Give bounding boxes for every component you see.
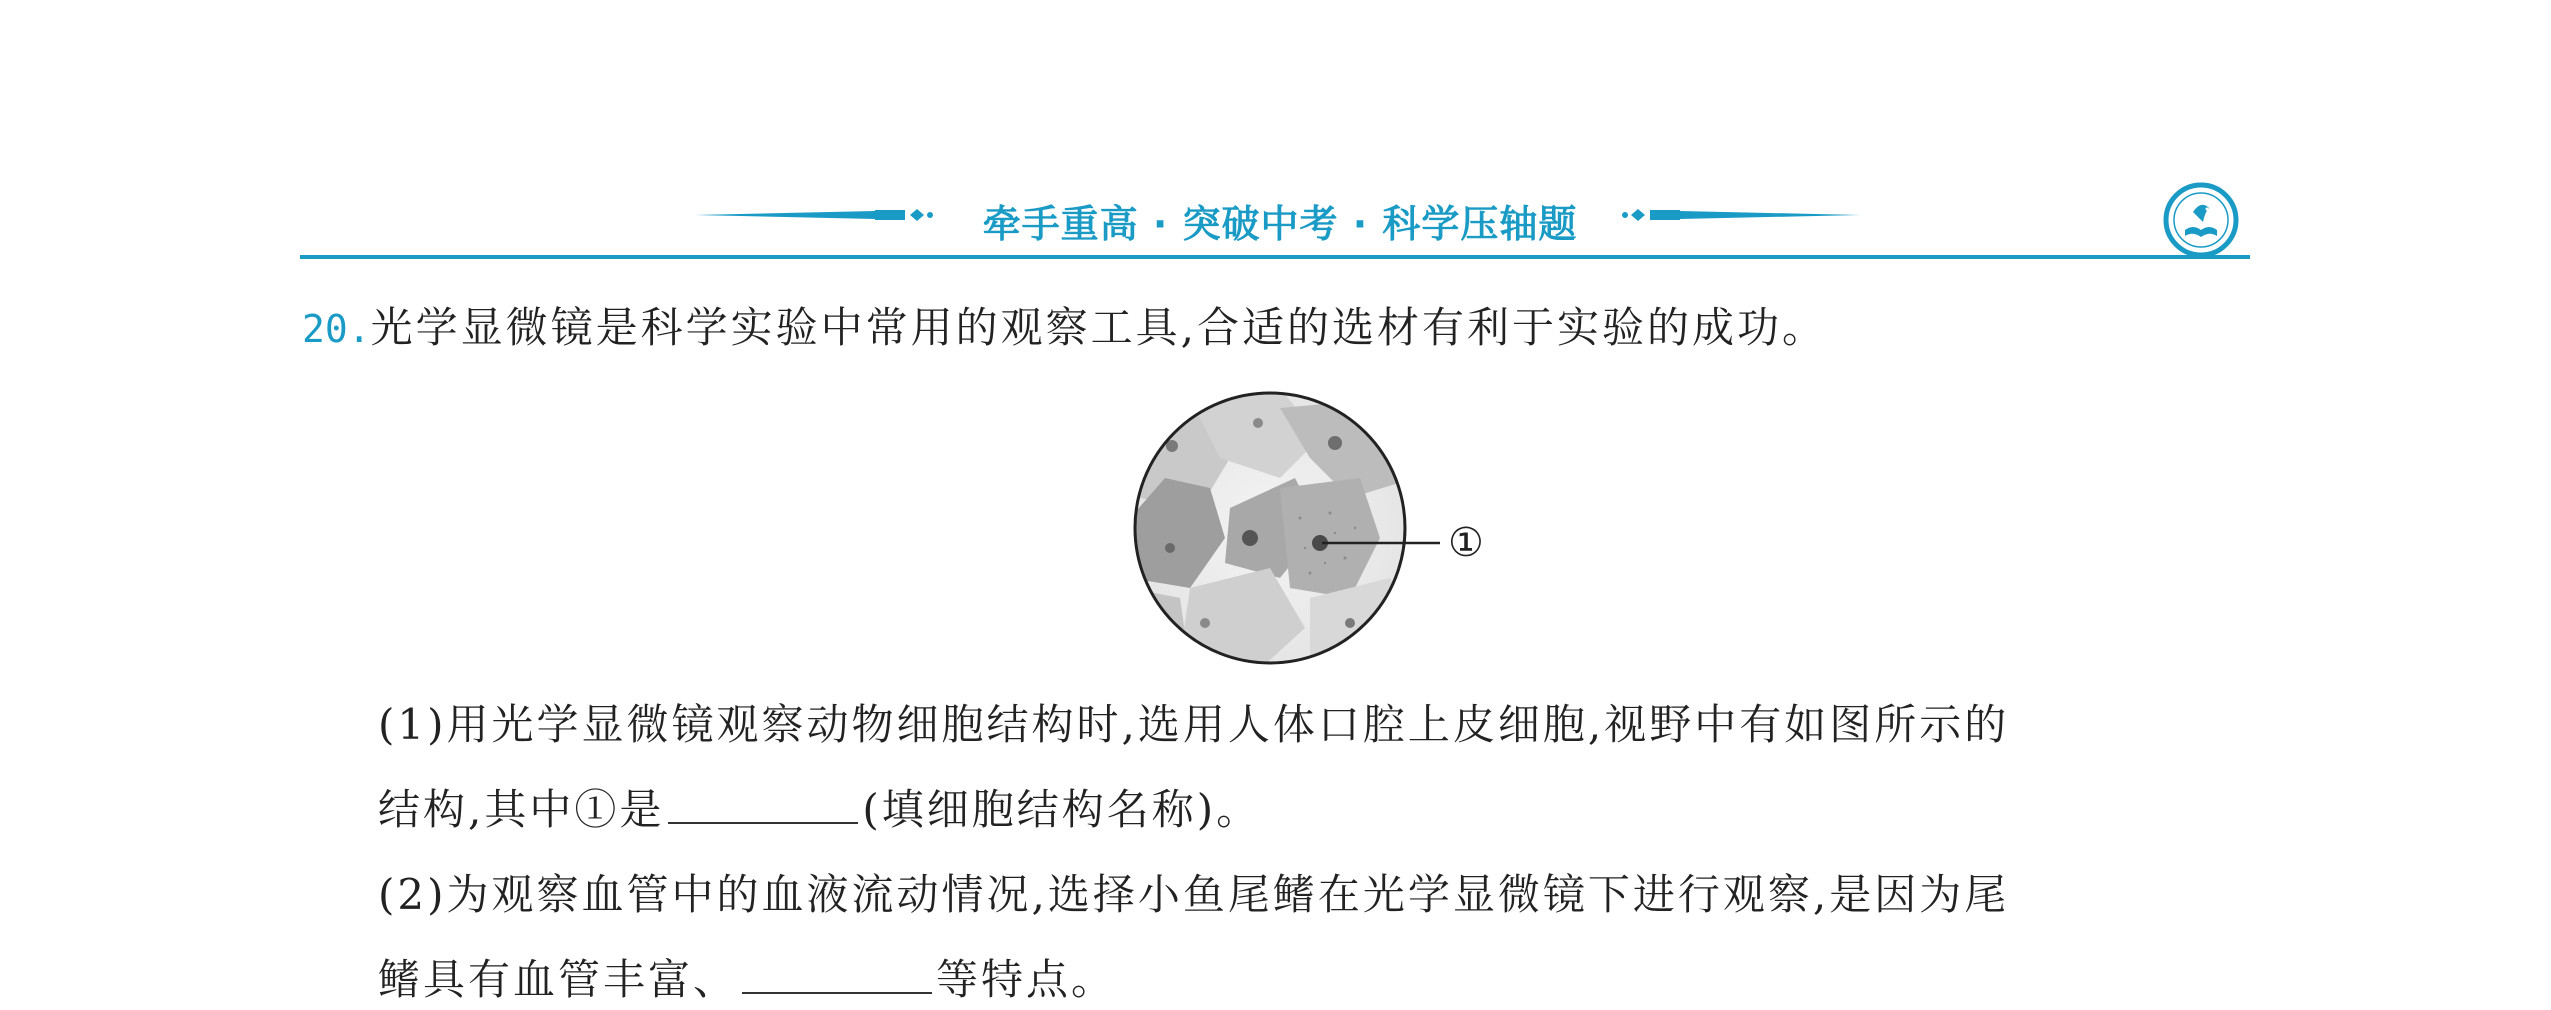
part2-text-after-blank: 等特点。 <box>936 955 1117 1004</box>
part2-line2 <box>378 950 1116 1010</box>
cheek-cells-micrograph-icon <box>1130 388 1510 678</box>
header-right-ornament-icon <box>1620 200 1860 230</box>
header-rule <box>300 255 2250 259</box>
answer-blank-1[interactable] <box>668 792 858 824</box>
part1-line2 <box>378 780 1261 840</box>
book-dolphin-logo-icon <box>2163 182 2239 258</box>
question-stem-line <box>302 298 1827 359</box>
part2-text-before-blank: 鳍具有血管丰富、 <box>378 955 739 1004</box>
part1-line1: (1)用光学显微镜观察动物细胞结构时,选用人体口腔上皮细胞,视野中有如图所示的 <box>378 700 2010 749</box>
header-left-ornament-icon <box>695 200 935 230</box>
question-number: 20. <box>302 307 371 351</box>
figure-label-marker: ① <box>1448 520 1484 566</box>
part1-text-after-blank: (填细胞结构名称)。 <box>862 785 1262 834</box>
part2-line1: (2)为观察血管中的血液流动情况,选择小鱼尾鳍在光学显微镜下进行观察,是因为尾 <box>378 870 2010 919</box>
question-stem: 光学显微镜是科学实验中常用的观察工具,合适的选材有利于实验的成功。 <box>370 303 1827 352</box>
header-title: 牵手重高 · 突破中考 · 科学压轴题 <box>982 202 1578 246</box>
part1-text-before-blank: 结构,其中①是 <box>378 785 665 834</box>
answer-blank-2[interactable] <box>742 962 932 994</box>
